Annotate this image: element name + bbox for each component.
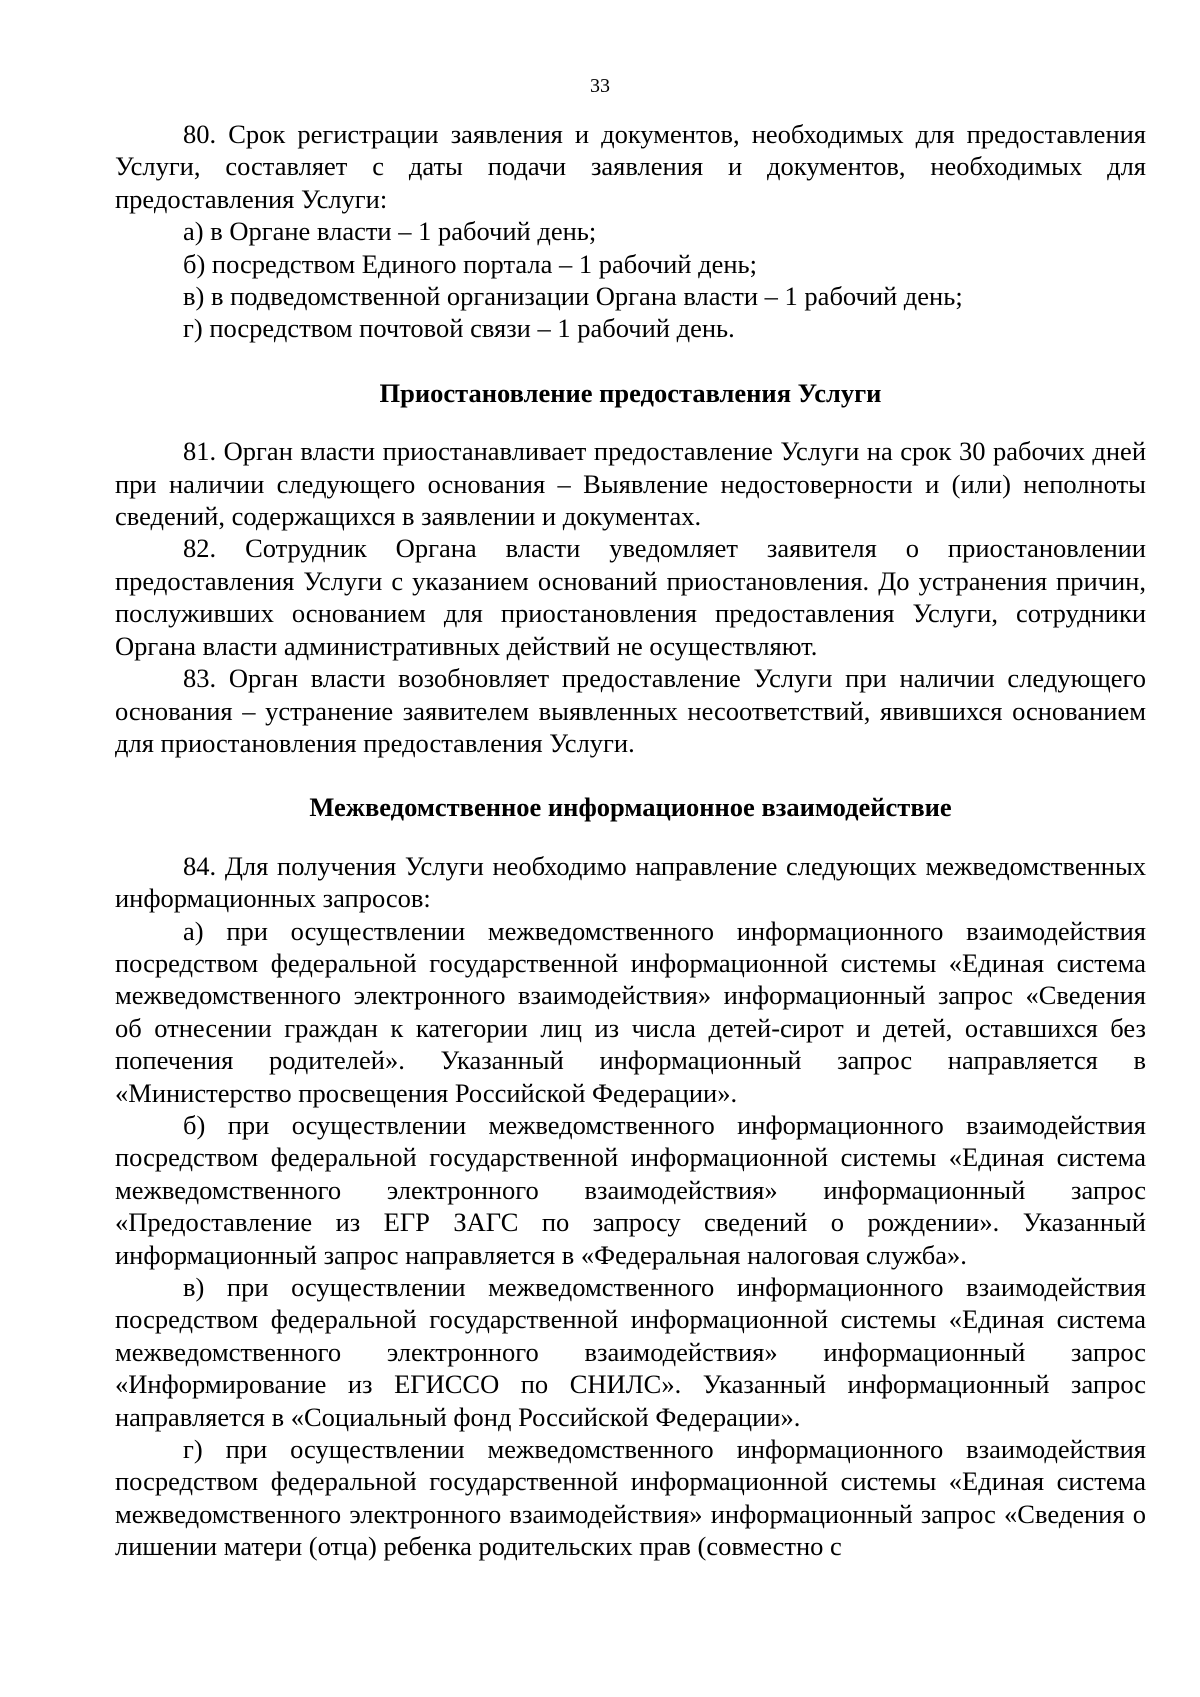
paragraph-83: 83. Орган власти возобновляет предоставление Услуги при наличии следующего основания – устранение заявителем выявленных несоответствий, явившихся основанием для приостановления предоставления Услуги. — [115, 663, 1146, 758]
page-number: 33 — [590, 75, 610, 97]
paragraph-82: 82. Сотрудник Органа власти уведомляет заявителя о приостановлении предоставления Услуги с указанием оснований приостановления. До устранения причин, послуживших основанием для приостановления предоставления Услуги, сотрудники Органа власти административных действий не осуществляют. — [115, 533, 1146, 661]
paragraph-84: 84. Для получения Услуги необходимо направление следующих межведомственных информационных запросов: — [115, 850, 1146, 914]
paragraph-80: 80. Срок регистрации заявления и документов, необходимых для предоставления Услуги, составляет с даты подачи заявления и документов, необходимых для предоставления Услуги: — [115, 119, 1146, 214]
request-item-g: г) при осуществлении межведомственного информационного взаимодействия посредством федеральной государственной информационной системы «Единая система межведомственного электронного взаимодействия» информационный запрос «Сведения о лишении матери (отца) ребенка родительских прав (совместно с — [115, 1434, 1146, 1562]
spacer — [115, 409, 1146, 435]
paragraph-81: 81. Орган власти приостанавливает предоставление Услуги на срок 30 рабочих дней при наличии следующего основания – Выявление недостоверности и (или) неполноты сведений, содержащихся в заявлении и документах. — [115, 436, 1146, 532]
section-heading-suspension: Приостановление предоставления Услуги — [379, 377, 882, 408]
section-heading-interagency: Межведомственное информационное взаимодействие — [309, 792, 952, 823]
list-item-a: а) в Органе власти – 1 рабочий день; — [183, 216, 597, 247]
document-body — [115, 118, 1146, 1563]
request-item-v: в) при осуществлении межведомственного информационного взаимодействия посредством федеральной государственной информационной системы «Единая система межведомственного электронного взаимодействия» информационный запрос «Информирование из ЕГИССО по СНИЛС». Указанный информационный запрос направляется в «Социальный фонд Российской Федерации». — [115, 1272, 1146, 1432]
request-item-a: а) при осуществлении межведомственного информационного взаимодействия посредством федеральной государственной информационной системы «Единая система межведомственного электронного взаимодействия» информационный запрос «Сведения об отнесении граждан к категории лиц из числа детей-сирот и детей, оставшихся без попечения родителей». Указанный информационный запрос направляется в «Министерство просвещения Российской Федерации». — [115, 915, 1146, 1108]
list-item-v: в) в подведомственной организации Органа власти – 1 рабочий день; — [183, 281, 963, 312]
spacer — [115, 759, 1146, 791]
spacer — [115, 824, 1146, 850]
list-item-g: г) посредством почтовой связи – 1 рабочий день. — [183, 313, 735, 344]
spacer — [115, 345, 1146, 377]
list-item-b: б) посредством Единого портала – 1 рабочий день; — [183, 248, 757, 279]
request-item-b: б) при осуществлении межведомственного информационного взаимодействия посредством федеральной государственной информационной системы «Единая система межведомственного электронного взаимодействия» информационный запрос «Предоставление из ЕГР ЗАГС по запросу сведений о рождении». Указанный информационный запрос направляется в «Федеральная налоговая служба». — [115, 1109, 1146, 1270]
